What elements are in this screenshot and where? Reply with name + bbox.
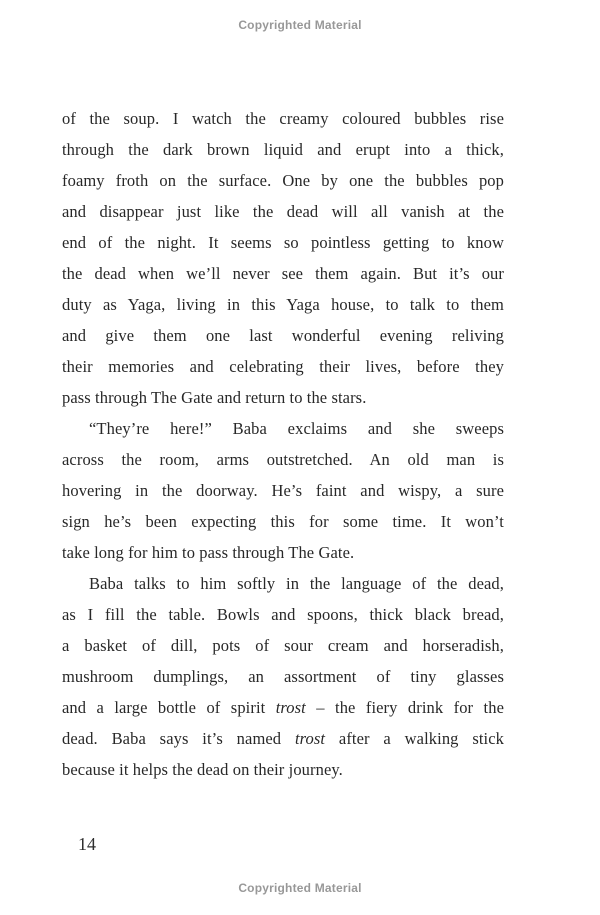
- text-line: across the room, arms outstretched. An old man is: [62, 450, 504, 469]
- text-line: as I fill the table. Bowls and spoons, thick black bread,: [62, 605, 504, 624]
- copyright-notice-top: Copyrighted Material: [238, 18, 362, 32]
- text-segment: – the fiery drink for the: [305, 698, 504, 717]
- text-line: hovering in the doorway. He’s faint and wispy, a sure: [62, 481, 504, 500]
- text-segment: after a walking stick: [325, 729, 504, 748]
- text-line: take long for him to pass through The Gate.: [62, 543, 355, 562]
- text-line: pass through The Gate and return to the stars.: [62, 388, 367, 407]
- text-line: foamy froth on the surface. One by one the bubbles pop: [62, 171, 504, 190]
- text-line: mushroom dumplings, an assortment of tiny glasses: [62, 667, 504, 686]
- italic-term: trost: [275, 698, 306, 717]
- text-line: the dead when we’ll never see them again. But it’s our: [62, 264, 504, 283]
- text-line: “They’re here!” Baba exclaims and she sweeps: [89, 419, 504, 438]
- text-line: of the soup. I watch the creamy coloured bubbles rise: [62, 109, 504, 128]
- page-body-text: [62, 103, 504, 785]
- text-line: Baba talks to him softly in the language of the dead,: [89, 574, 504, 593]
- text-line: a basket of dill, pots of sour cream and horseradish,: [62, 636, 504, 655]
- text-segment: dead. Baba says it’s named: [62, 729, 295, 748]
- text-line: and disappear just like the dead will all vanish at the: [62, 202, 504, 221]
- paragraph: [62, 568, 504, 785]
- text-line: end of the night. It seems so pointless getting to know: [62, 233, 504, 252]
- text-line: through the dark brown liquid and erupt into a thick,: [62, 140, 504, 159]
- text-line: and give them one last wonderful evening reliving: [62, 326, 504, 345]
- text-line: because it helps the dead on their journey.: [62, 760, 343, 779]
- paragraph: [62, 413, 504, 568]
- page-number: 14: [78, 834, 96, 854]
- text-line: sign he’s been expecting this for some time. It won’t: [62, 512, 504, 531]
- text-line: duty as Yaga, living in this Yaga house, to talk to them: [62, 295, 504, 314]
- copyright-notice-bottom: Copyrighted Material: [238, 881, 362, 895]
- text-segment: and a large bottle of spirit: [62, 698, 276, 717]
- text-line: their memories and celebrating their lives, before they: [62, 357, 504, 376]
- italic-term: trost: [294, 729, 326, 748]
- text-line: [62, 692, 504, 723]
- text-line: [62, 723, 504, 754]
- paragraph: [62, 103, 504, 413]
